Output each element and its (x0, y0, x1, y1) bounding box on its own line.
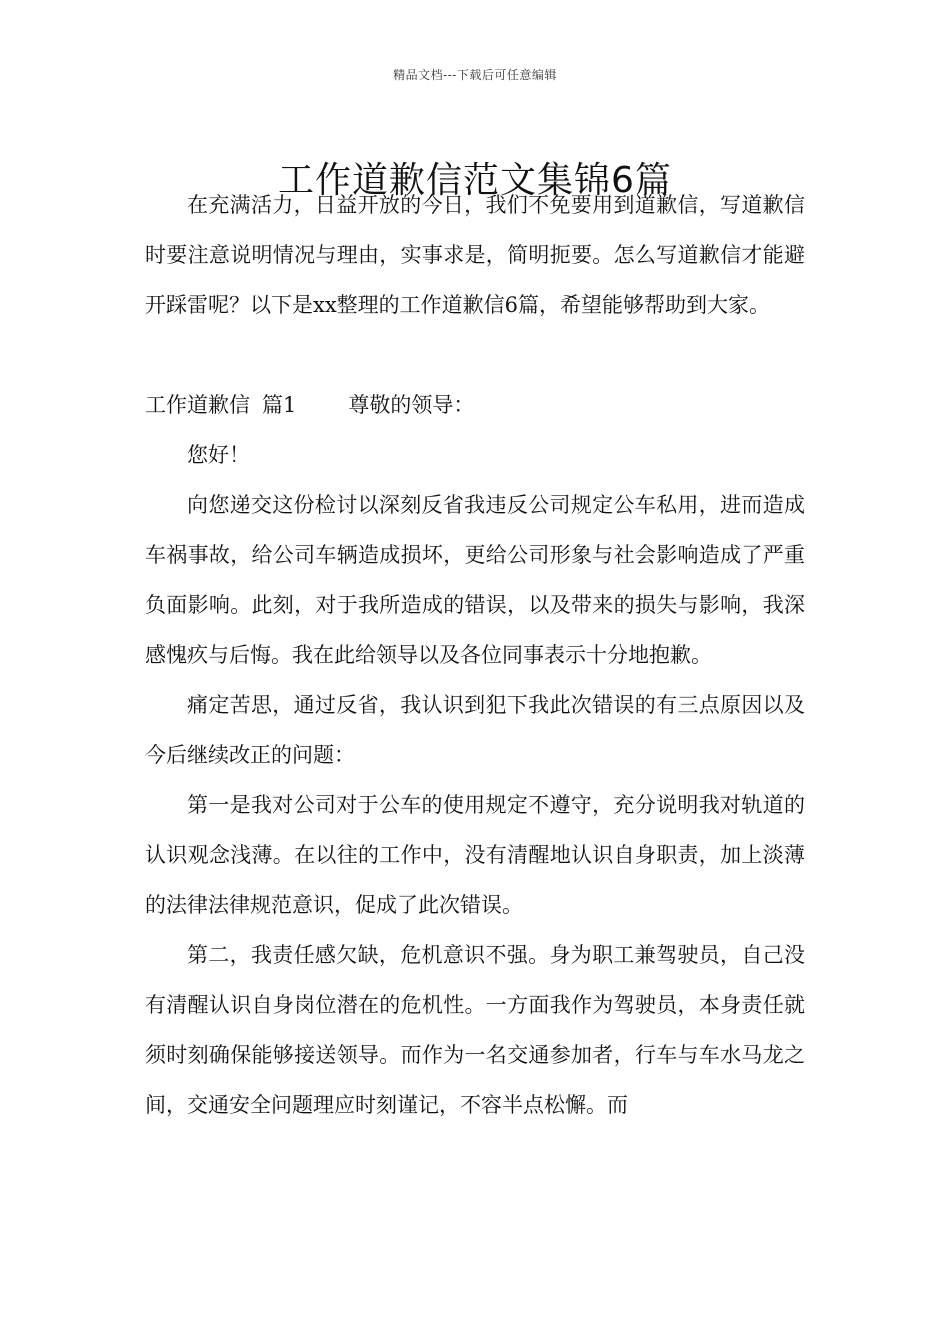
section-heading: 工作道歉信 (145, 393, 250, 417)
salutation: 尊敬的领导： (348, 393, 475, 417)
greeting-paragraph: 您好！ (187, 443, 250, 467)
section-heading-line (145, 380, 805, 430)
body-paragraph: 痛定苦思，通过反省，我认识到犯下我此次错误的有三点原因以及今后继续改正的问题： (145, 693, 805, 767)
document-body (145, 180, 805, 1130)
page-header: 精品文档---下载后可任意编辑 (393, 68, 557, 82)
body-paragraph: 第一是我对公司对于公车的使用规定不遵守，充分说明我对轨道的认识观念浅薄。在以往的工作中，没有清醒地认识自身职责，加上淡薄的法律法律规范意识，促成了此次错误。 (145, 793, 805, 917)
body-paragraph: 第二，我责任感欠缺，危机意识不强。身为职工兼驾驶员，自己没有清醒认识自身岗位潜在的危机性。一方面我作为驾驶员，本身责任就须时刻确保能够接送领导。而作为一名交通参加者，行车与车水马龙之间，交通安全问题理应时刻谨记，不容半点松懈。而 (145, 943, 805, 1117)
body-paragraph: 向您递交这份检讨以深刻反省我违反公司规定公车私用，进而造成车祸事故，给公司车辆造成损坏，更给公司形象与社会影响造成了严重负面影响。此刻，对于我所造成的错误，以及带来的损失与影响，我深感愧疚与后悔。我在此给领导以及各位同事表示十分地抱歉。 (145, 493, 805, 667)
document-title: 工作道歉信范文集锦6篇 (278, 160, 672, 202)
intro-paragraph: 在充满活力，日益开放的今日，我们不免要用到道歉信，写道歉信时要注意说明情况与理由，实事求是，简明扼要。怎么写道歉信才能避开踩雷呢？以下是xx整理的工作道歉信6篇，希望能够帮助到大家。 (145, 193, 805, 317)
section-number: 篇1 (262, 393, 297, 417)
